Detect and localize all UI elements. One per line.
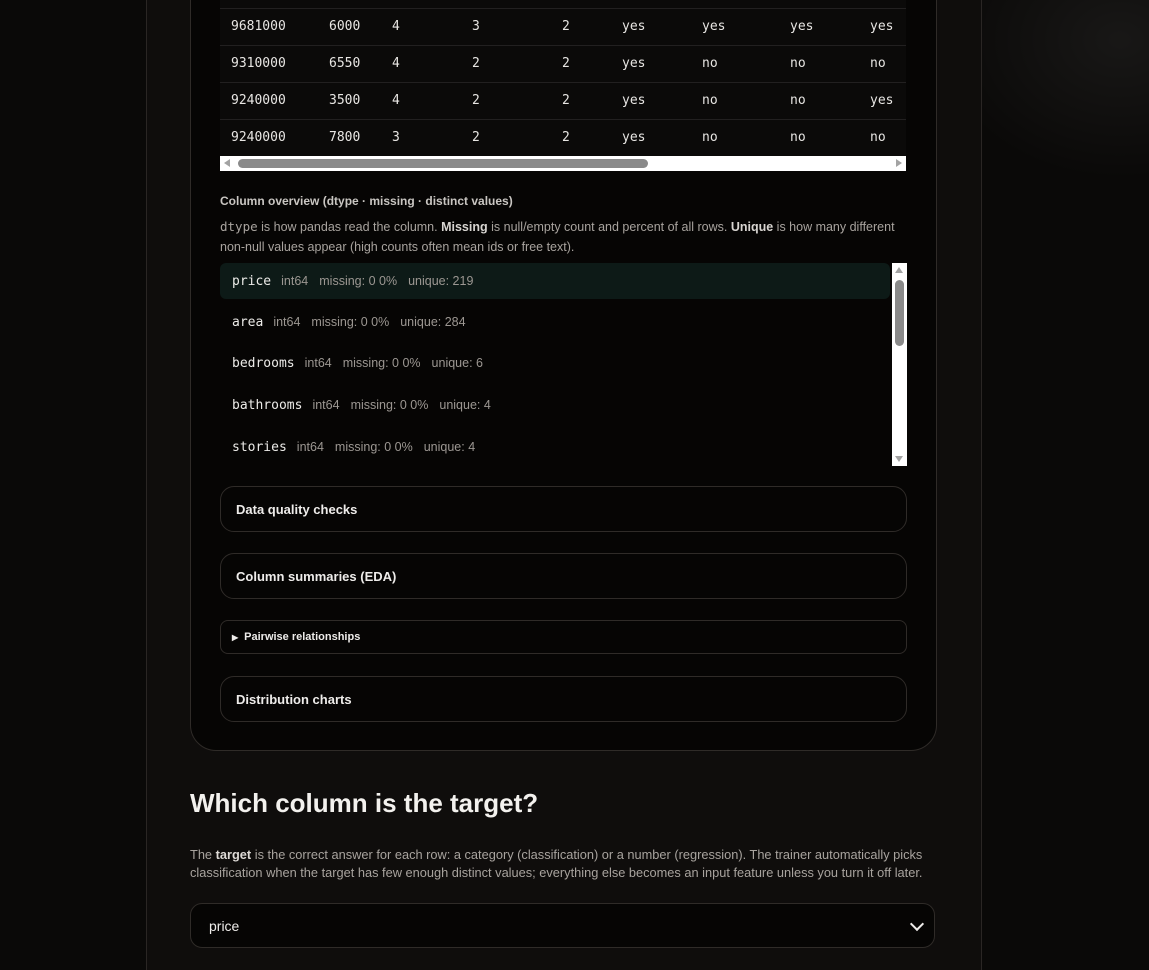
table-cell: 2 [562, 8, 622, 45]
desc-bold-missing: Missing [441, 220, 488, 234]
table-cell: no [702, 119, 790, 156]
table-cell: 9681000 [220, 8, 329, 45]
table-cell: no [790, 82, 870, 119]
column-unique: unique: 219 [408, 274, 474, 288]
table-row [220, 119, 906, 156]
column-name: area [232, 314, 264, 330]
table-horizontal-scrollbar[interactable] [220, 156, 906, 171]
table-cell: 2 [562, 82, 622, 119]
desc-text: is how many different non-null values appear (high counts often mean ids or free text). [220, 220, 895, 254]
column-item-price[interactable] [220, 263, 890, 299]
triangle-right-icon: ▶ [232, 632, 239, 642]
target-select-value: price [209, 917, 240, 934]
column-overview-title: Column overview (dtype · missing · distinct values) [220, 194, 513, 208]
table-cell: yes [870, 82, 906, 119]
desc-text: is the correct answer for each row: a category (classification) or a number (regression). The trainer automatically picks classification when the target has few enough distinct values; everything else becomes an input feature unless you turn it off later. [190, 847, 923, 880]
column-name: bathrooms [232, 397, 303, 413]
table-cell: 9310000 [220, 45, 329, 82]
distribution-charts-section[interactable] [220, 676, 907, 722]
table-cell: yes [702, 8, 790, 45]
table-cell: 2 [562, 45, 622, 82]
column-item-area[interactable] [220, 304, 890, 340]
table-cell: 3500 [329, 82, 392, 119]
table-cell: no [702, 82, 790, 119]
table-cell: 3 [392, 119, 472, 156]
column-summaries-section[interactable] [220, 553, 907, 599]
table-cell: 2 [472, 82, 562, 119]
target-heading: Which column is the target? [190, 788, 539, 818]
target-description [190, 846, 940, 882]
target-column-select[interactable] [190, 903, 935, 948]
desc-text: is null/empty count and percent of all rows. [487, 220, 731, 234]
pairwise-relationships-section[interactable] [220, 620, 907, 654]
scroll-right-arrow-icon[interactable] [896, 159, 902, 167]
table-cell: yes [622, 45, 702, 82]
section-label: Data quality checks [236, 501, 358, 517]
column-unique: unique: 4 [439, 398, 491, 412]
column-item-stories[interactable] [220, 429, 890, 465]
column-list-vertical-scrollbar[interactable] [892, 263, 907, 466]
table-cell: 9240000 [220, 82, 329, 119]
table-cell: yes [870, 8, 906, 45]
desc-bold-unique: Unique [730, 220, 774, 234]
table-row [220, 45, 906, 82]
table-cell: yes [622, 119, 702, 156]
column-item-bedrooms[interactable] [220, 345, 890, 381]
table-cell: 2 [472, 119, 562, 156]
table-cell: 9240000 [220, 119, 329, 156]
table-cell: no [870, 45, 906, 82]
table-cell: 2 [472, 45, 562, 82]
table-row [220, 82, 906, 119]
column-name: price [232, 273, 272, 289]
column-dtype: int64 [304, 356, 332, 370]
scrollbar-thumb[interactable] [895, 280, 904, 346]
desc-bold-target: target [215, 847, 252, 862]
column-missing: missing: 0 0% [311, 315, 390, 329]
table-cell: yes [622, 82, 702, 119]
scroll-down-arrow-icon[interactable] [895, 456, 903, 462]
column-missing: missing: 0 0% [334, 440, 413, 454]
table-cell: 4 [392, 45, 472, 82]
table-cell: 7800 [329, 119, 392, 156]
desc-text: is how pandas read the column. [257, 220, 442, 234]
column-dtype: int64 [281, 274, 309, 288]
column-unique: unique: 4 [423, 440, 476, 454]
table-row [220, 0, 906, 8]
table-cell: no [790, 45, 870, 82]
data-quality-checks-section[interactable] [220, 486, 907, 532]
column-item-bathrooms[interactable] [220, 387, 890, 423]
section-label: Pairwise relationships [244, 631, 361, 643]
data-preview-table[interactable] [220, 0, 906, 171]
section-label: Column summaries (EDA) [236, 568, 397, 584]
chevron-down-icon [910, 916, 924, 930]
column-missing: missing: 0 0% [342, 356, 421, 370]
scrollbar-thumb[interactable] [238, 159, 648, 168]
table-cell: 4 [392, 8, 472, 45]
column-missing: missing: 0 0% [350, 398, 429, 412]
table-row [220, 8, 906, 45]
column-name: bedrooms [232, 355, 295, 371]
desc-text: The [190, 847, 216, 862]
table-cell: yes [622, 8, 702, 45]
column-overview-description [220, 217, 900, 257]
section-label: Distribution charts [236, 691, 352, 707]
table-cell: yes [790, 8, 870, 45]
column-missing: missing: 0 0% [319, 274, 398, 288]
column-dtype: int64 [312, 398, 340, 412]
table-cell: 4 [392, 82, 472, 119]
column-dtype: int64 [296, 440, 324, 454]
dtype-code: dtype [220, 219, 258, 234]
scroll-left-arrow-icon[interactable] [224, 159, 230, 167]
table-cell: no [702, 45, 790, 82]
table-cell: 2 [562, 119, 622, 156]
table-cell: no [870, 119, 906, 156]
table-cell: no [790, 119, 870, 156]
column-unique: unique: 6 [431, 356, 483, 370]
table-cell: 6550 [329, 45, 392, 82]
scroll-up-arrow-icon[interactable] [895, 267, 903, 273]
column-dtype: int64 [273, 315, 301, 329]
column-name: stories [232, 439, 287, 455]
table-cell: 6000 [329, 8, 392, 45]
column-unique: unique: 284 [400, 315, 466, 329]
table-cell: 3 [472, 8, 562, 45]
column-overview-list[interactable] [220, 263, 892, 466]
